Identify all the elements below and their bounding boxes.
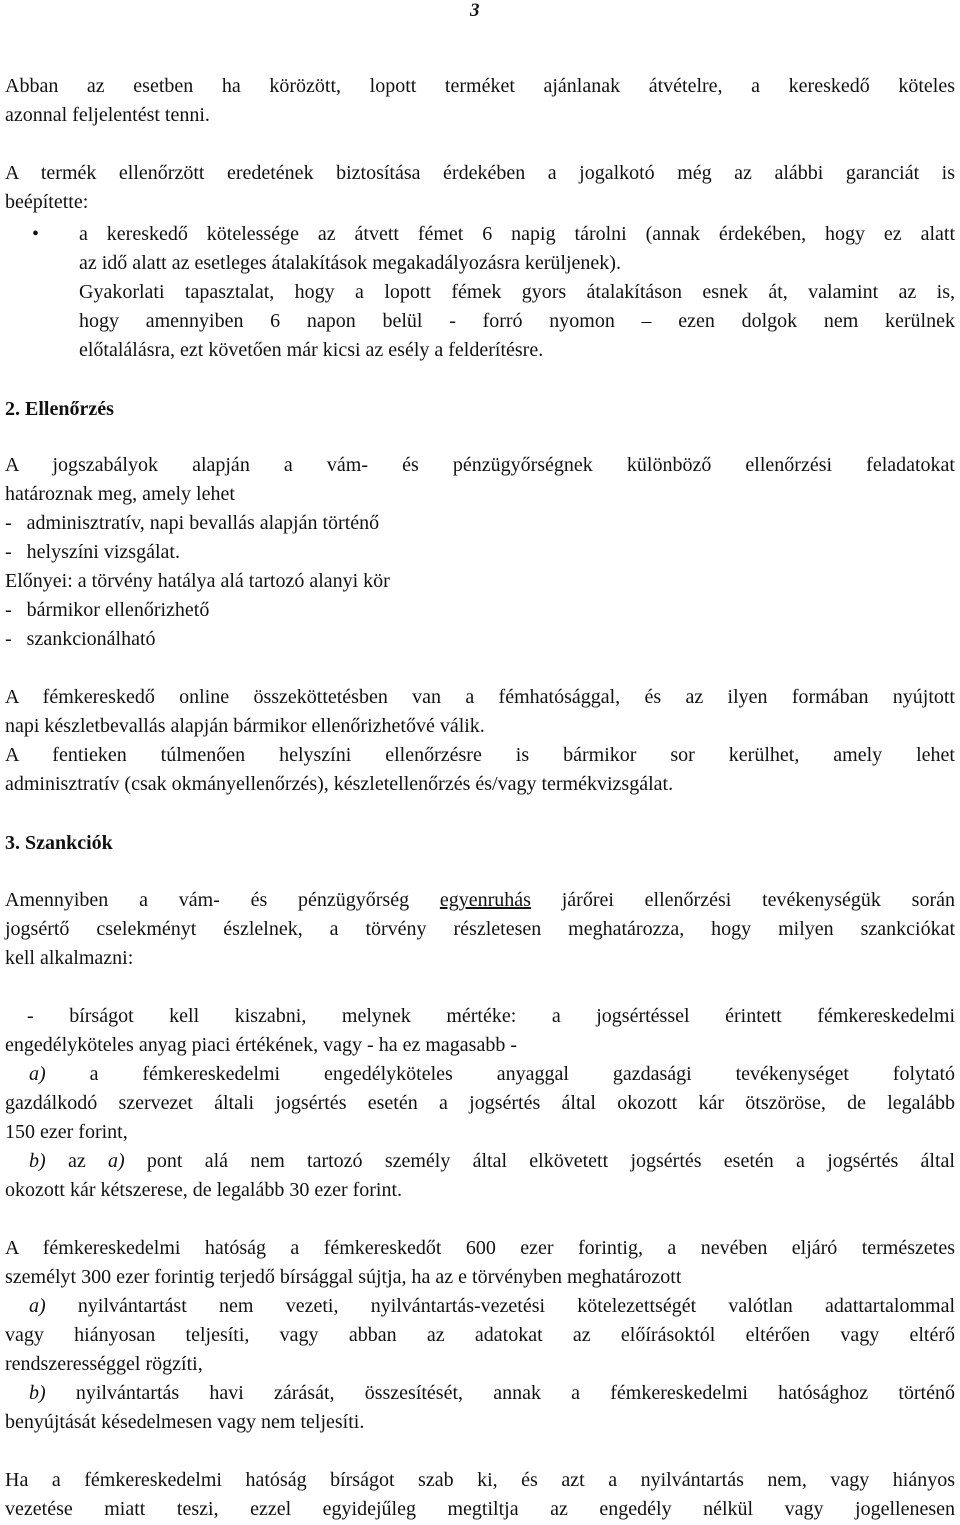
paragraph-line: rendszerességgel rögzíti,	[5, 1353, 203, 1375]
paragraph-line: azonnal feljelentést tenni.	[5, 104, 210, 126]
paragraph-line: jogsértő cselekményt észlelnek, a törvény részletesen meghatározza, hogy milyen szankciókat	[5, 918, 955, 940]
text-span: a fémkereskedelmi engedélyköteles anyaggal gazdasági tevékenységet folytató	[45, 1063, 955, 1085]
paragraph-line: vagy hiányosan teljesíti, vagy abban az adatokat az előírásoktól eltérően vagy eltérő	[5, 1324, 955, 1346]
bullet-marker: •	[32, 223, 40, 245]
paragraph-line: adminisztratív (csak okmányellenőrzés), készletellenőrzés és/vagy termékvizsgálat.	[5, 773, 674, 795]
paragraph-line: kell alkalmazni:	[5, 947, 134, 969]
paragraph-line: A fémkereskedelmi hatóság a fémkereskedőt 600 ezer forintig, a nevében eljáró természetes	[5, 1237, 955, 1259]
item-label: a)	[29, 1063, 46, 1085]
paragraph-line: A fémkereskedő online összeköttetésben van a fémhatósággal, és az ilyen formában nyújtott	[5, 686, 955, 708]
paragraph-line: benyújtását késedelmesen vagy nem teljesíti.	[5, 1411, 365, 1433]
bullet-line: előtalálásra, ezt követően már kicsi az esély a felderítésre.	[79, 339, 544, 361]
paragraph-line: - bírságot kell kiszabni, melynek mértéke: a jogsértéssel érintett fémkereskedelmi	[27, 1005, 955, 1027]
paragraph-line: Abban az esetben ha körözött, lopott terméket ajánlanak átvételre, a kereskedő köteles	[5, 75, 955, 97]
paragraph-line: vezetése miatt teszi, ezzel egyidejűleg megtiltja az engedély nélkül vagy jogellenesen	[5, 1498, 955, 1520]
paragraph-line: Ha a fémkereskedelmi hatóság bírságot szab ki, és azt a nyilvántartás nem, vagy hiányos	[5, 1469, 955, 1491]
page-number: 3	[470, 0, 480, 21]
paragraph-line	[29, 1292, 955, 1321]
paragraph-line	[29, 1060, 955, 1089]
list-item: - szankcionálható	[5, 628, 156, 650]
paragraph-line: Előnyei: a törvény hatálya alá tartozó alanyi kör	[5, 570, 390, 592]
paragraph-line: gazdálkodó szervezet általi jogsértés esetén a jogsértés által okozott kár ötszöröse, de legalább	[5, 1092, 955, 1114]
paragraph-line: A termék ellenőrzött eredetének biztosítása érdekében a jogalkotó még az alábbi garanciát is	[5, 162, 955, 184]
paragraph-line: napi készletbevallás alapján bármikor ellenőrizhetővé válik.	[5, 715, 485, 737]
paragraph-line: engedélyköteles anyag piaci értékének, vagy - ha ez magasabb -	[5, 1034, 517, 1056]
paragraph-line: A fentieken túlmenően helyszíni ellenőrzésre is bármikor sor kerülhet, amely lehet	[5, 744, 955, 766]
paragraph-line: A jogszabályok alapján a vám- és pénzügyőrségnek különböző ellenőrzési feladatokat	[5, 454, 955, 476]
item-label: a)	[107, 1150, 125, 1172]
bullet-line: Gyakorlati tapasztalat, hogy a lopott fémek gyors átalakításon esnek át, valamint az is,	[79, 281, 955, 303]
paragraph-line: okozott kár kétszerese, de legalább 30 ezer forint.	[5, 1179, 403, 1201]
item-label: a)	[29, 1295, 46, 1317]
text-span: az	[45, 1150, 108, 1172]
list-item: - helyszíni vizsgálat.	[5, 541, 180, 563]
text-span: pont alá nem tartozó személy által elkövetett jogsértés esetén a jogsértés által	[124, 1150, 955, 1172]
text-span: nyilvántartás havi zárását, összesítését, annak a fémkereskedelmi hatósághoz történő	[45, 1382, 955, 1404]
text-span: járőrei ellenőrzési tevékenységük során	[530, 889, 956, 911]
bullet-line: hogy amennyiben 6 napon belül - forró nyomon – ezen dolgok nem kerülnek	[79, 310, 955, 332]
underlined-word: egyenruhás	[439, 889, 531, 911]
section-heading: 3. Szankciók	[5, 832, 113, 854]
bullet-line: a kereskedő kötelessége az átvett fémet 6 napig tárolni (annak érdekében, hogy ez alatt	[79, 223, 955, 245]
list-item: - bármikor ellenőrizhető	[5, 599, 210, 621]
paragraph-line	[29, 1379, 955, 1408]
paragraph-line	[5, 886, 955, 915]
paragraph-line: határoznak meg, amely lehet	[5, 483, 235, 505]
paragraph-line	[29, 1147, 955, 1176]
text-span: nyilvántartást nem vezeti, nyilvántartás-vezetési kötelezettségét valótlan adattartalommal	[45, 1295, 955, 1317]
bullet-line: az idő alatt az esetleges átalakítások megakadályozásra kerüljenek).	[79, 252, 621, 274]
paragraph-line: beépítette:	[5, 191, 89, 213]
paragraph-line: személyt 300 ezer forintig terjedő bírsággal sújtja, ha az e törvényben meghatározott	[5, 1266, 682, 1288]
item-label: b)	[29, 1150, 46, 1172]
paragraph-line: 150 ezer forint,	[5, 1121, 128, 1143]
section-heading: 2. Ellenőrzés	[5, 398, 114, 420]
item-label: b)	[29, 1382, 46, 1404]
list-item: - adminisztratív, napi bevallás alapján történő	[5, 512, 380, 534]
text-span: Amennyiben a vám- és pénzügyőrség	[5, 889, 440, 911]
